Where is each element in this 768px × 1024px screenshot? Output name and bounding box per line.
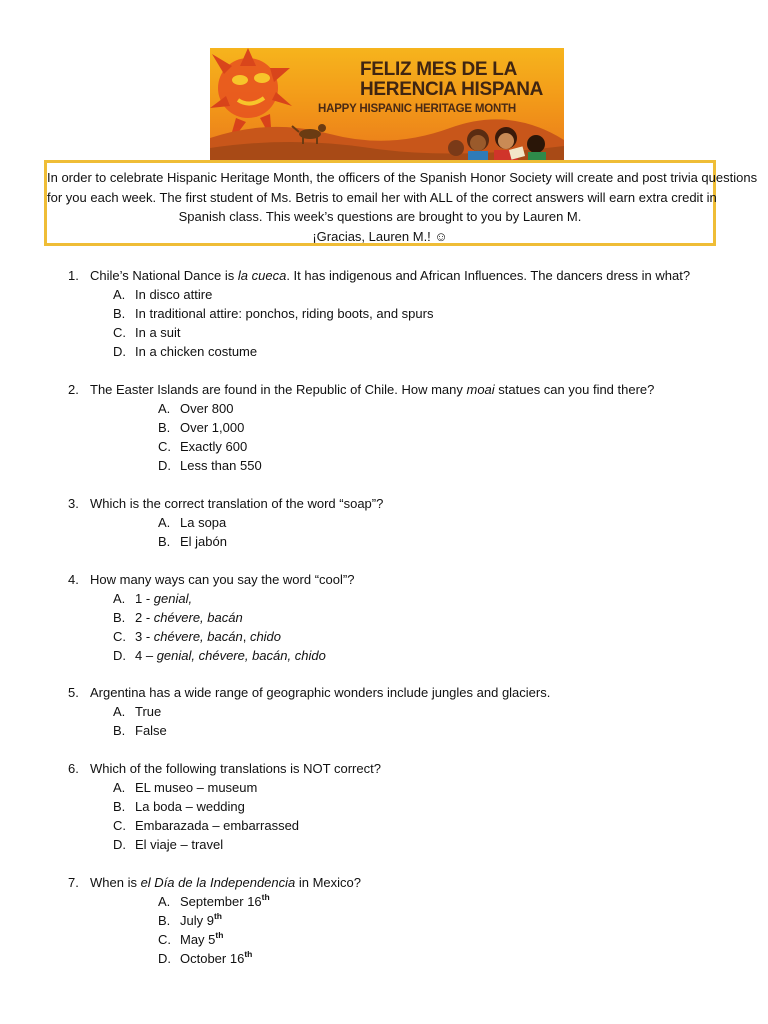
question-text: 2. The Easter Islands are found in the Republic of Chile. How many moai statues can you find there? <box>68 382 655 397</box>
intro-line-2: for you each week. The first student of Ms. Betris to email her with ALL of the correct answers will earn extra credit in <box>47 189 717 205</box>
question-text: 4. How many ways can you say the word “cool”? <box>68 572 355 587</box>
question-number: 5. <box>68 685 79 700</box>
answer-option-d: D. October 16th <box>158 949 253 966</box>
answer-options <box>113 778 381 854</box>
answer-option-a: A. Over 800 <box>158 401 234 416</box>
question-7 <box>68 873 361 968</box>
answer-option-b: B. La boda – wedding <box>113 799 245 814</box>
question-number: 7. <box>68 875 79 890</box>
intro-line-1: In order to celebrate Hispanic Heritage Month, the officers of the Spanish Honor Society will create and post trivia questions <box>47 170 758 185</box>
answer-options <box>158 399 654 475</box>
answer-option-a: A. EL museo – museum <box>113 780 258 795</box>
answer-options <box>158 513 383 551</box>
question-6 <box>68 759 381 854</box>
question-3 <box>68 494 383 551</box>
answer-option-d: D. Less than 550 <box>158 458 262 473</box>
answer-option-d: D. In a chicken costume <box>113 344 258 359</box>
answer-option-a: A. La sopa <box>158 515 227 530</box>
answer-option-a: A. In disco attire <box>113 287 213 302</box>
question-text: 7. When is el Día de la Independencia in Mexico? <box>68 875 362 890</box>
banner-title-line2: HERENCIA HISPANA <box>360 79 544 100</box>
question-4 <box>68 570 354 665</box>
question-text: 1. Chile’s National Dance is la cueca. It has indigenous and African Influences. The dancers dress in what? <box>68 268 691 283</box>
answer-option-b: B. July 9th <box>158 911 222 928</box>
answer-option-b: B. False <box>113 723 167 738</box>
answer-options <box>113 589 354 665</box>
answer-option-b: B. 2 - chévere, bacán <box>113 610 243 625</box>
answer-option-d: D. 4 – genial, chévere, bacán, chido <box>113 648 326 663</box>
answer-options <box>158 892 361 968</box>
answer-option-c: C. In a suit <box>113 325 181 340</box>
question-1 <box>68 266 690 361</box>
answer-option-b: B. In traditional attire: ponchos, riding boots, and spurs <box>113 306 434 321</box>
question-number: 6. <box>68 761 79 776</box>
answer-option-a: A. 1 - genial, <box>113 591 193 606</box>
banner-title-line1: FELIZ MES DE LA <box>360 59 518 80</box>
heritage-month-banner <box>210 48 564 163</box>
answer-options <box>113 702 550 740</box>
answer-option-a: A. True <box>113 704 162 719</box>
answer-option-c: C. Exactly 600 <box>158 439 248 454</box>
question-number: 1. <box>68 268 79 283</box>
answer-options <box>113 285 690 361</box>
answer-option-c: C. 3 - chévere, bacán, chido <box>113 629 282 644</box>
question-text: 5. Argentina has a wide range of geographic wonders include jungles and glaciers. <box>68 685 551 700</box>
question-2 <box>68 380 654 475</box>
intro-line-4: ¡Gracias, Lauren M.! ☺ <box>312 228 448 244</box>
answer-option-d: D. El viaje – travel <box>113 837 224 852</box>
answer-option-c: C. Embarazada – embarrassed <box>113 818 300 833</box>
intro-line-3: Spanish class. This week’s questions are brought to you by Lauren M. <box>178 209 582 224</box>
answer-option-a: A. September 16th <box>158 892 270 909</box>
answer-option-c: C. May 5th <box>158 930 224 947</box>
question-text: 6. Which of the following translations is NOT correct? <box>68 761 381 776</box>
answer-option-b: B. Over 1,000 <box>158 420 245 435</box>
banner-subtitle: HAPPY HISPANIC HERITAGE MONTH <box>318 103 517 115</box>
question-number: 2. <box>68 382 79 397</box>
answer-option-b: B. El jabón <box>158 534 227 549</box>
question-number: 3. <box>68 496 79 511</box>
intro-box <box>44 160 758 246</box>
question-5 <box>68 683 550 740</box>
question-number: 4. <box>68 572 79 587</box>
question-text: 3. Which is the correct translation of the word “soap”? <box>68 496 384 511</box>
